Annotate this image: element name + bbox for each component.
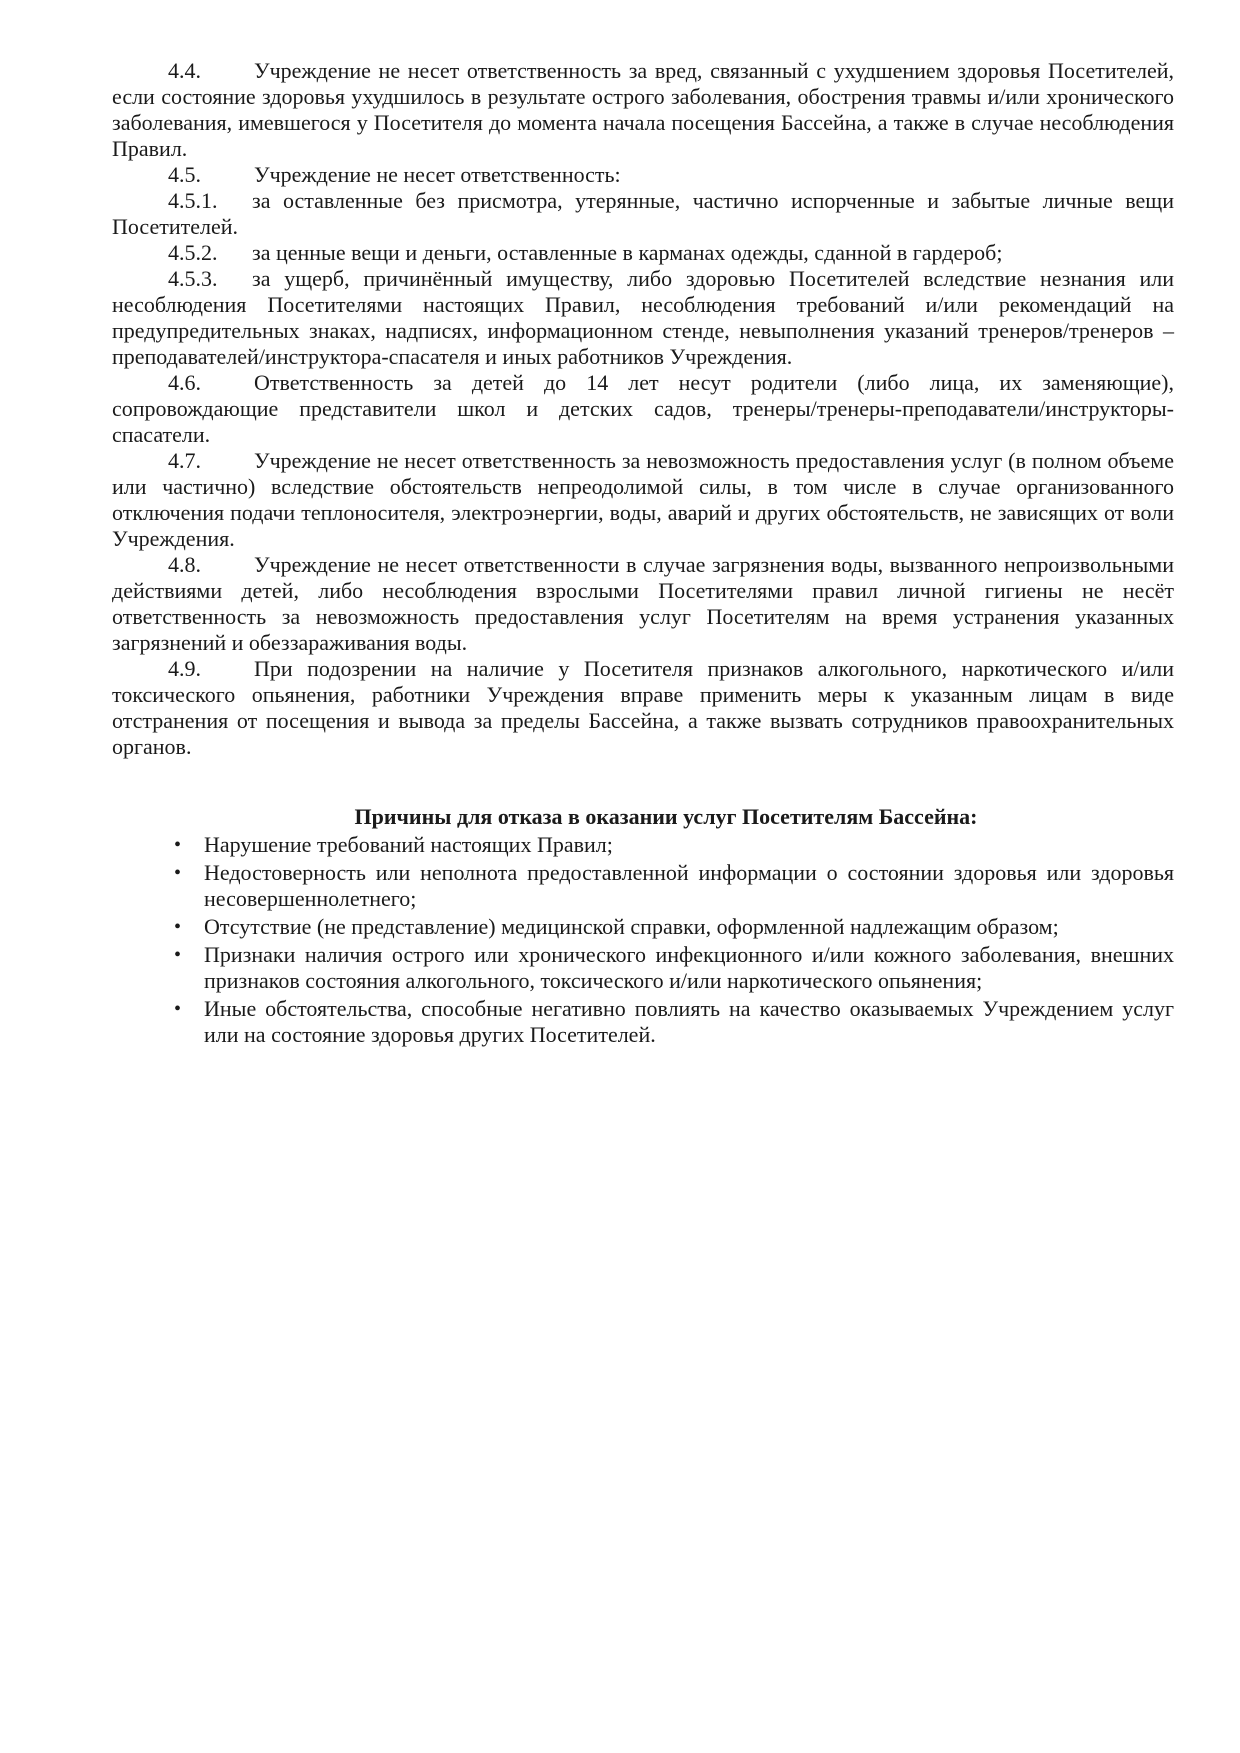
- list-item: [174, 942, 1174, 994]
- clause-text: за ущерб, причинённый имуществу, либо здоровью Посетителей вследствие незнания или несоблюдения Посетителями настоящих Правил, несоблюдения требований и/или рекомендаций на предупредительных знаках, надписях, информационном стенде, невыполнения указаний тренеров/тренеров – преподавателей/инструктора-спасателя и иных работников Учреждения.: [112, 266, 1174, 369]
- clause-4-7: [112, 448, 1174, 552]
- clause-text: Ответственность за детей до 14 лет несут родители (либо лица, их заменяющие), сопровождающие представители школ и детских садов, тренеры/тренеры-преподаватели/инструкторы-спасатели.: [112, 370, 1174, 447]
- bullet-icon: •: [174, 834, 182, 856]
- clause-text: за ценные вещи и деньги, оставленные в карманах одежды, сданной в гардероб;: [252, 240, 1003, 265]
- clause-4-4: [112, 58, 1174, 162]
- list-item: [174, 860, 1174, 912]
- clause-number: 4.5.: [168, 162, 201, 187]
- list-item-text: Недостоверность или неполнота предоставленной информации о состоянии здоровья или здоровья несовершеннолетнего;: [204, 860, 1174, 911]
- bullet-icon: •: [174, 944, 182, 966]
- clause-number: 4.8.: [168, 552, 201, 577]
- clause-4-6: [112, 370, 1174, 448]
- list-item: [174, 996, 1174, 1048]
- clause-number: 4.5.1.: [168, 188, 218, 213]
- clause-number: 4.4.: [168, 58, 201, 83]
- section-title: Причины для отказа в оказании услуг Посетителям Бассейна:: [354, 804, 978, 829]
- clause-number: 4.7.: [168, 448, 201, 473]
- list-item-text: Признаки наличия острого или хронического инфекционного и/или кожного заболевания, внешних признаков состояния алкогольного, токсического и/или наркотического опьянения;: [204, 942, 1174, 993]
- bullet-icon: •: [174, 916, 182, 938]
- clause-text: за оставленные без присмотра, утерянные, частично испорченные и забытые личные вещи Посетителей.: [112, 188, 1174, 239]
- clause-text: Учреждение не несет ответственность:: [254, 162, 621, 187]
- bullet-icon: •: [174, 998, 182, 1020]
- clause-text: Учреждение не несет ответственности в случае загрязнения воды, вызванного непроизвольными действиями детей, либо несоблюдения взрослыми Посетителями правил личной гигиены не несёт ответственность за невозможность предоставления услуг Посетителям на время устранения указанных загрязнений и обеззараживания воды.: [112, 552, 1174, 655]
- list-item-text: Иные обстоятельства, способные негативно повлиять на качество оказываемых Учреждением услуг или на состояние здоровья других Посетителей.: [204, 996, 1174, 1047]
- clause-4-8: [112, 552, 1174, 656]
- reasons-list: [112, 832, 1174, 1048]
- clause-4-5: [112, 162, 1174, 188]
- clause-text: Учреждение не несет ответственность за вред, связанный с ухудшением здоровья Посетителей, если состояние здоровья ухудшилось в результате острого заболевания, обострения травмы и/или хронического заболевания, имевшегося у Посетителя до момента начала посещения Бассейна, а также в случае несоблюдения Правил.: [112, 58, 1174, 161]
- clause-number: 4.5.3.: [168, 266, 218, 291]
- clause-4-5-2: [112, 240, 1174, 266]
- list-item-text: Отсутствие (не представление) медицинской справки, оформленной надлежащим образом;: [204, 914, 1059, 939]
- clause-number: 4.9.: [168, 656, 201, 681]
- clause-4-9: [112, 656, 1174, 760]
- clause-4-5-3: [112, 266, 1174, 370]
- clause-text: Учреждение не несет ответственность за невозможность предоставления услуг (в полном объеме или частично) вследствие обстоятельств непреодолимой силы, в том числе в случае организованного отключения подачи теплоносителя, электроэнергии, воды, аварий и других обстоятельств, не зависящих от воли Учреждения.: [112, 448, 1174, 551]
- clause-text: При подозрении на наличие у Посетителя признаков алкогольного, наркотического и/или токсического опьянения, работники Учреждения вправе применить меры к указанным лицам в виде отстранения от посещения и вывода за пределы Бассейна, а также вызвать сотрудников правоохранительных органов.: [112, 656, 1174, 759]
- list-item: [174, 914, 1174, 940]
- clause-number: 4.6.: [168, 370, 201, 395]
- clause-4-5-1: [112, 188, 1174, 240]
- list-item: [174, 832, 1174, 858]
- list-item-text: Нарушение требований настоящих Правил;: [204, 832, 613, 857]
- clause-number: 4.5.2.: [168, 240, 218, 265]
- document-page: [112, 58, 1174, 1050]
- bullet-icon: •: [174, 862, 182, 884]
